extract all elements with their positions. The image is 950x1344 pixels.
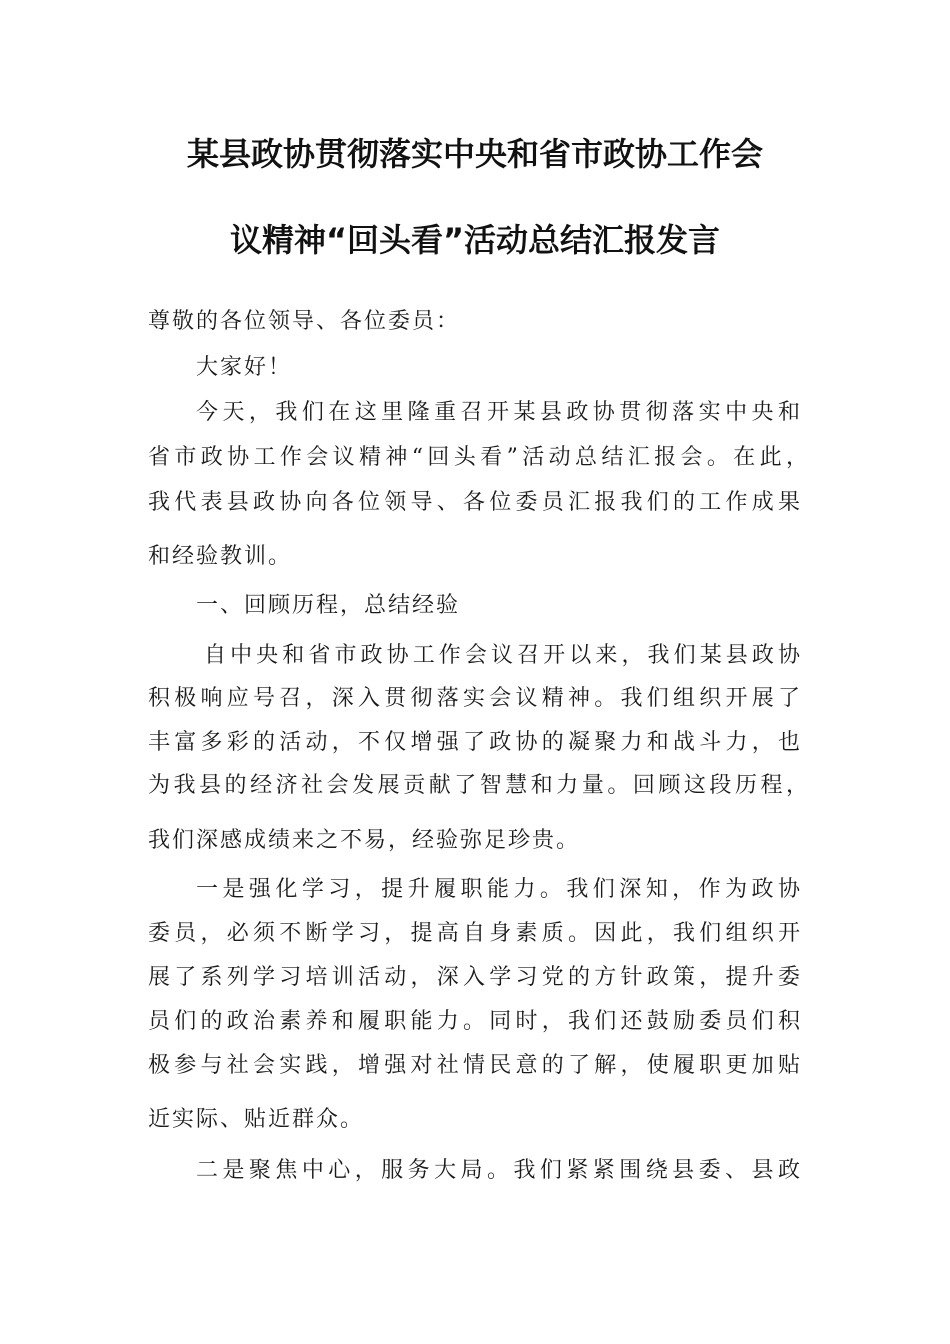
body-line: 今天，我们在这里隆重召开某县政协贯彻落实中央和 (196, 400, 800, 425)
body-line: 委员，必须不断学习，提高自身素质。因此，我们组织开 (148, 921, 800, 946)
body-line: 积极响应号召，深入贯彻落实会议精神。我们组织开展了 (148, 686, 800, 711)
body-line: 丰富多彩的活动，不仅增强了政协的凝聚力和战斗力，也 (148, 730, 800, 755)
document-title-line-2: 议精神“回头看”活动总结汇报发言 (229, 221, 721, 259)
body-line: 员们的政治素养和履职能力。同时，我们还鼓励委员们积 (148, 1009, 800, 1034)
body-line: 省市政协工作会议精神“回头看”活动总结汇报会。在此， (148, 445, 808, 470)
body-line: 展了系列学习培训活动，深入学习党的方针政策，提升委 (148, 965, 800, 990)
body-line: 极参与社会实践，增强对社情民意的了解，使履职更加贴 (148, 1053, 800, 1078)
body-line: 近实际、贴近群众。 (148, 1107, 365, 1132)
body-line: 我们深感成绩来之不易，经验弥足珍贵。 (148, 828, 581, 853)
salutation: 尊敬的各位领导、各位委员： (148, 309, 461, 334)
body-line: 和经验教训。 (148, 544, 293, 569)
document-title-line-1: 某县政协贯彻落实中央和省市政协工作会 (186, 135, 763, 173)
body-line: 一是强化学习，提升履职能力。我们深知，作为政协 (196, 877, 800, 902)
body-line: 自中央和省市政协工作会议召开以来，我们某县政协 (204, 643, 800, 668)
section-heading: 一、回顾历程，总结经验 (196, 593, 461, 618)
body-line: 我代表县政协向各位领导、各位委员汇报我们的工作成果 (148, 490, 800, 515)
body-line: 为我县的经济社会发展贡献了智慧和力量。回顾这段历程， (148, 773, 808, 798)
greeting: 大家好！ (196, 355, 293, 380)
body-line: 二是聚焦中心，服务大局。我们紧紧围绕县委、县政 (196, 1158, 800, 1183)
